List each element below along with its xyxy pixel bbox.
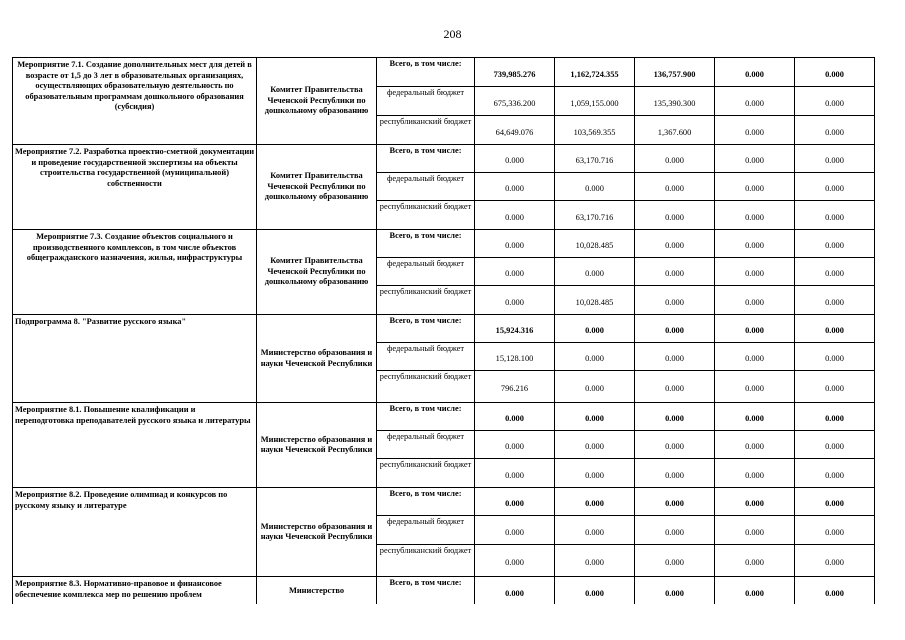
amount-cell-year-2: 0.000 — [555, 403, 635, 431]
funding-source-cell: Всего, в том числе: — [377, 577, 475, 606]
amount-cell-year-3: 0.000 — [635, 431, 715, 459]
amount-cell-year-3: 0.000 — [635, 286, 715, 315]
page-number: 208 — [443, 27, 462, 41]
amount-cell-year-2: 103,569.355 — [555, 116, 635, 145]
table-row — [13, 230, 875, 258]
table-row — [13, 58, 875, 87]
funding-source-cell: республиканский бюджет — [377, 201, 475, 230]
funding-source-cell: Всего, в том числе: — [377, 230, 475, 258]
amount-cell-year-3: 0.000 — [635, 371, 715, 403]
amount-cell-year-1: 64,649.076 — [475, 116, 555, 145]
amount-cell-year-2: 63,170.716 — [555, 201, 635, 230]
amount-cell-year-2: 0.000 — [555, 315, 635, 343]
amount-cell-year-1: 0.000 — [475, 516, 555, 545]
amount-cell-year-3: 0.000 — [635, 343, 715, 371]
amount-cell-year-5: 0.000 — [795, 403, 875, 431]
amount-cell-year-5: 0.000 — [795, 286, 875, 315]
amount-cell-year-1: 675,336.200 — [475, 87, 555, 116]
event-name-cell: Мероприятие 7.2. Разработка проектно-сметной документации и проведение государственной экспертизы на объекты строительства государственной (муниципальной) собственности — [13, 145, 257, 230]
amount-cell-year-1: 0.000 — [475, 173, 555, 201]
amount-cell-year-4: 0.000 — [715, 116, 795, 145]
funding-source-cell: федеральный бюджет — [377, 258, 475, 286]
amount-cell-year-2: 10,028.485 — [555, 230, 635, 258]
amount-cell-year-5: 0.000 — [795, 173, 875, 201]
amount-cell-year-3: 0.000 — [635, 173, 715, 201]
amount-cell-year-5: 0.000 — [795, 315, 875, 343]
amount-cell-year-1: 796.216 — [475, 371, 555, 403]
amount-cell-year-4: 0.000 — [715, 87, 795, 116]
amount-cell-year-1: 0.000 — [475, 201, 555, 230]
executor-cell: Министерство образования и науки Чеченской Республики — [257, 488, 377, 577]
amount-cell-year-1: 0.000 — [475, 258, 555, 286]
funding-source-cell: республиканский бюджет — [377, 371, 475, 403]
amount-cell-year-4: 0.000 — [715, 545, 795, 577]
amount-cell-year-3: 0.000 — [635, 545, 715, 577]
amount-cell-year-1: 15,128.100 — [475, 343, 555, 371]
amount-cell-year-5: 0.000 — [795, 201, 875, 230]
amount-cell-year-4: 0.000 — [715, 230, 795, 258]
amount-cell-year-3: 0.000 — [635, 488, 715, 516]
amount-cell-year-1: 0.000 — [475, 286, 555, 315]
event-name-cell: Мероприятие 7.3. Создание объектов социального и производственного комплексов, в том числе объектов общегражданского назначения, жилья, инфраструктуры — [13, 230, 257, 315]
executor-cell: Министерство образования и науки Чеченской Республики — [257, 315, 377, 403]
amount-cell-year-4: 0.000 — [715, 58, 795, 87]
amount-cell-year-3: 135,390.300 — [635, 87, 715, 116]
amount-cell-year-3: 0.000 — [635, 258, 715, 286]
amount-cell-year-2: 0.000 — [555, 577, 635, 606]
amount-cell-year-1: 0.000 — [475, 545, 555, 577]
amount-cell-year-2: 0.000 — [555, 545, 635, 577]
amount-cell-year-3: 0.000 — [635, 201, 715, 230]
amount-cell-year-1: 0.000 — [475, 431, 555, 459]
amount-cell-year-4: 0.000 — [715, 173, 795, 201]
amount-cell-year-1: 0.000 — [475, 488, 555, 516]
amount-cell-year-5: 0.000 — [795, 230, 875, 258]
table-row — [13, 145, 875, 173]
amount-cell-year-1: 0.000 — [475, 230, 555, 258]
funding-source-cell: Всего, в том числе: — [377, 145, 475, 173]
amount-cell-year-1: 0.000 — [475, 459, 555, 488]
amount-cell-year-5: 0.000 — [795, 577, 875, 606]
amount-cell-year-2: 63,170.716 — [555, 145, 635, 173]
amount-cell-year-5: 0.000 — [795, 343, 875, 371]
amount-cell-year-3: 0.000 — [635, 403, 715, 431]
amount-cell-year-4: 0.000 — [715, 488, 795, 516]
amount-cell-year-4: 0.000 — [715, 343, 795, 371]
funding-source-cell: Всего, в том числе: — [377, 315, 475, 343]
page-cutoff — [0, 604, 905, 640]
amount-cell-year-1: 15,924.316 — [475, 315, 555, 343]
amount-cell-year-5: 0.000 — [795, 516, 875, 545]
amount-cell-year-3: 0.000 — [635, 145, 715, 173]
amount-cell-year-3: 1,367.600 — [635, 116, 715, 145]
budget-table — [12, 57, 875, 606]
amount-cell-year-4: 0.000 — [715, 145, 795, 173]
amount-cell-year-3: 0.000 — [635, 315, 715, 343]
amount-cell-year-2: 0.000 — [555, 343, 635, 371]
amount-cell-year-2: 10,028.485 — [555, 286, 635, 315]
amount-cell-year-3: 0.000 — [635, 516, 715, 545]
amount-cell-year-2: 0.000 — [555, 488, 635, 516]
amount-cell-year-5: 0.000 — [795, 459, 875, 488]
funding-source-cell: федеральный бюджет — [377, 173, 475, 201]
amount-cell-year-4: 0.000 — [715, 315, 795, 343]
executor-cell: Министерство образования и науки Чеченской Республики — [257, 403, 377, 488]
funding-source-cell: федеральный бюджет — [377, 516, 475, 545]
amount-cell-year-2: 0.000 — [555, 173, 635, 201]
table-row — [13, 488, 875, 516]
executor-cell: Комитет Правительства Чеченской Республики по дошкольному образованию — [257, 230, 377, 315]
amount-cell-year-2: 1,059,155.000 — [555, 87, 635, 116]
amount-cell-year-2: 0.000 — [555, 258, 635, 286]
amount-cell-year-1: 739,985.276 — [475, 58, 555, 87]
amount-cell-year-1: 0.000 — [475, 577, 555, 606]
amount-cell-year-3: 0.000 — [635, 230, 715, 258]
amount-cell-year-4: 0.000 — [715, 286, 795, 315]
funding-source-cell: республиканский бюджет — [377, 286, 475, 315]
amount-cell-year-5: 0.000 — [795, 87, 875, 116]
table-body — [13, 58, 875, 606]
funding-source-cell: федеральный бюджет — [377, 431, 475, 459]
amount-cell-year-5: 0.000 — [795, 545, 875, 577]
executor-cell: Комитет Правительства Чеченской Республики по дошкольному образованию — [257, 58, 377, 145]
amount-cell-year-1: 0.000 — [475, 145, 555, 173]
amount-cell-year-5: 0.000 — [795, 58, 875, 87]
amount-cell-year-4: 0.000 — [715, 516, 795, 545]
funding-source-cell: республиканский бюджет — [377, 459, 475, 488]
amount-cell-year-4: 0.000 — [715, 201, 795, 230]
amount-cell-year-2: 0.000 — [555, 371, 635, 403]
amount-cell-year-3: 0.000 — [635, 577, 715, 606]
table-row — [13, 403, 875, 431]
amount-cell-year-4: 0.000 — [715, 459, 795, 488]
funding-source-cell: федеральный бюджет — [377, 87, 475, 116]
table-row — [13, 577, 875, 606]
amount-cell-year-5: 0.000 — [795, 431, 875, 459]
amount-cell-year-2: 0.000 — [555, 459, 635, 488]
amount-cell-year-1: 0.000 — [475, 403, 555, 431]
amount-cell-year-2: 0.000 — [555, 431, 635, 459]
amount-cell-year-4: 0.000 — [715, 577, 795, 606]
amount-cell-year-3: 0.000 — [635, 459, 715, 488]
table-row — [13, 315, 875, 343]
funding-source-cell: Всего, в том числе: — [377, 488, 475, 516]
amount-cell-year-5: 0.000 — [795, 258, 875, 286]
amount-cell-year-5: 0.000 — [795, 488, 875, 516]
amount-cell-year-3: 136,757.900 — [635, 58, 715, 87]
event-name-cell: Мероприятие 8.1. Повышение квалификации и переподготовка преподавателей русского языка и литературы — [13, 403, 257, 488]
amount-cell-year-5: 0.000 — [795, 145, 875, 173]
event-name-cell: Мероприятие 8.3. Нормативно-правовое и финансовое обеспечение комплекса мер по решению проблем — [13, 577, 257, 606]
executor-cell: Комитет Правительства Чеченской Республики по дошкольному образованию — [257, 145, 377, 230]
amount-cell-year-2: 1,162,724.355 — [555, 58, 635, 87]
amount-cell-year-4: 0.000 — [715, 258, 795, 286]
funding-source-cell: федеральный бюджет — [377, 343, 475, 371]
executor-cell: Министерство — [257, 577, 377, 606]
amount-cell-year-5: 0.000 — [795, 116, 875, 145]
funding-source-cell: республиканский бюджет — [377, 545, 475, 577]
event-name-cell: Мероприятие 7.1. Создание дополнительных мест для детей в возрасте от 1,5 до 3 лет в образовательных организациях, осуществляющих образовательную деятельность по образовательным программам дошкольного образования (субсидия) — [13, 58, 257, 145]
amount-cell-year-2: 0.000 — [555, 516, 635, 545]
amount-cell-year-4: 0.000 — [715, 431, 795, 459]
amount-cell-year-5: 0.000 — [795, 371, 875, 403]
funding-source-cell: республиканский бюджет — [377, 116, 475, 145]
funding-source-cell: Всего, в том числе: — [377, 58, 475, 87]
amount-cell-year-4: 0.000 — [715, 371, 795, 403]
event-name-cell: Подпрограмма 8. "Развитие русского языка" — [13, 315, 257, 403]
event-name-cell: Мероприятие 8.2. Проведение олимпиад и конкурсов по русскому языку и литературе — [13, 488, 257, 577]
funding-source-cell: Всего, в том числе: — [377, 403, 475, 431]
amount-cell-year-4: 0.000 — [715, 403, 795, 431]
